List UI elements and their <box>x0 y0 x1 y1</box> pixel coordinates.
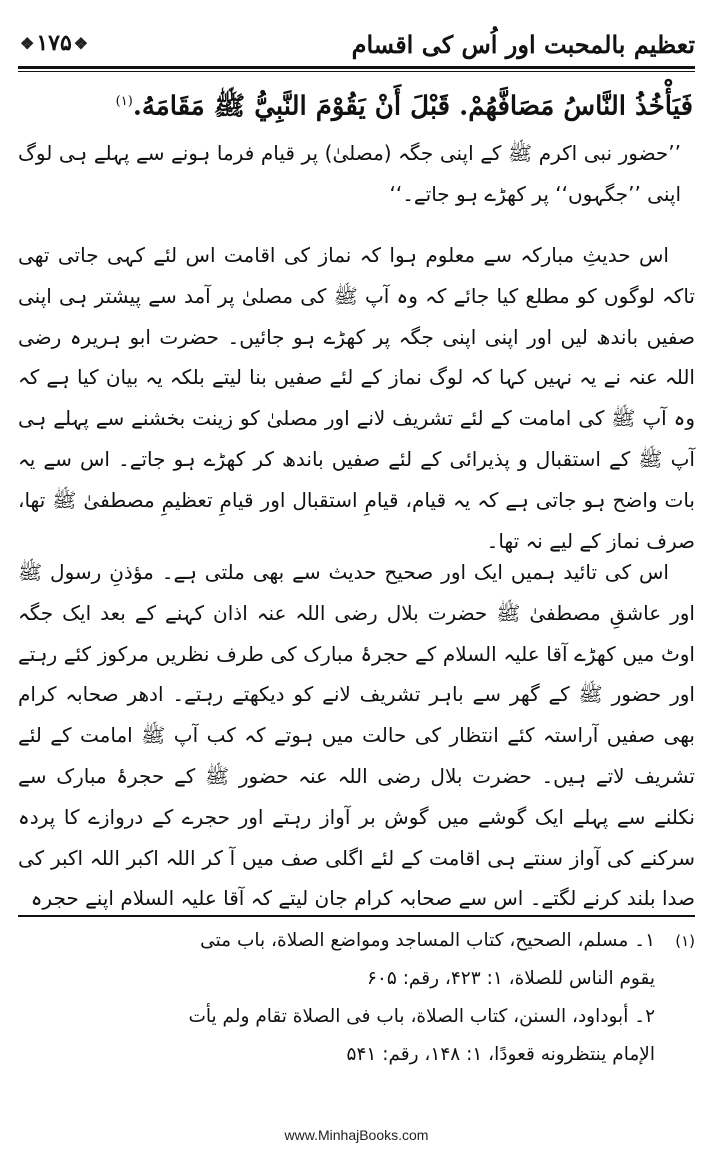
arabic-footnote-ref: (۱) <box>115 94 133 109</box>
footnote-line: الإمام ینتظرونه قعودًا، ۱: ۱۴۸، رقم: ۵۴۱ <box>346 1044 655 1065</box>
body-paragraph: اس کی تائید ہمیں ایک اور صحیح حدیث سے بھی ملتی ہے۔ مؤذنِ رسول ﷺ اور عاشقِ مصطفیٰ ﷺ حضرت بلال رضی اللہ عنہ اذان کہنے کے بعد ایک جگہ اوٹ میں کھڑے آقا علیہ السلام کے حجرۂ مبارک کی طرف نظریں مرکوز کئے رہتے اور حضور ﷺ کے گھر سے باہر تشریف لانے کو دیکھتے رہتے۔ ادھر صحابہ کرام بھی صفیں آراستہ کئے انتظار کی حالت میں ہوتے کہ کب آپ ﷺ امامت کے لئے تشریف لاتے ہیں۔ حضرت بلال رضی اللہ عنہ حضور ﷺ کے حجرۂ مبارک سے نکلنے سے پہلے ایک گوشے میں گوش بر آواز رہتے اور حجرے کے دروازے کا پردہ سرکنے کی آواز سنتے ہی اقامت کے لئے اگلی صف میں آ کر اللہ اکبر اللہ اکبر کی صدا بلند کرنے لگتے۔ اس سے صحابہ کرام جان لیتے کہ آقا علیہ السلام اپنے حجرہ <box>18 560 695 911</box>
footnote-marker: (۱) <box>675 932 695 950</box>
ornament-right-icon: ❖ <box>73 33 89 53</box>
hadith-translation: ’’حضور نبی اکرم ﷺ کے اپنی جگہ (مصلیٰ) پر قیام فرما ہونے سے پہلے ہی لوگ اپنی ’’جگہوں‘‘ پر کھڑے ہو جاتے۔‘‘ <box>18 141 681 206</box>
footer-website-link[interactable]: www.MinhajBooks.com <box>284 1127 429 1143</box>
arabic-text: فَيَأْخُذُ النَّاسُ مَصَافَّهُمْ. قَبْلَ أَنْ يَقُوْمَ النَّبِيُّ ﷺ مَقَامَهُ. <box>132 91 693 122</box>
chapter-title: تعظیم بالمحبت اور اُس کی اقسام <box>351 30 695 59</box>
page-number-badge <box>18 30 90 56</box>
page-header <box>18 28 695 68</box>
footnote-line: یقوم الناس للصلاة، ۱: ۴۲۳، رقم: ۶۰۵ <box>367 968 655 989</box>
page-number: ۱۷۵ <box>36 30 72 56</box>
ornament-left-icon: ❖ <box>20 33 35 53</box>
footnote-line: ۲۔ أبوداود، السنن، کتاب الصلاة، باب فی الصلاة تقام ولم یأت <box>188 1006 655 1027</box>
footnotes <box>50 922 695 1074</box>
arabic-hadith-text <box>40 76 693 133</box>
body-paragraph: اس حدیثِ مبارکہ سے معلوم ہوا کہ نماز کی اقامت اس لئے کہی جاتی تھی تاکہ لوگوں کو مطلع کیا جائے کہ وہ آپ ﷺ کی مصلیٰ پر آمد سے پیشتر ہی اپنی صفیں باندھ لیں اور اپنی اپنی جگہ پر کھڑے ہو جائیں۔ حضرت ابو ہریرہ رضی اللہ عنہ نے یہ نہیں کہا کہ لوگ نماز کے لئے صفیں بنا لیتے بلکہ یہ بیان کیا ہے کہ وہ آپ ﷺ کی امامت کے لئے تشریف لانے اور مصلیٰ کو زینت بخشنے سے پہلے ہی آپ ﷺ کے استقبال و پذیرائی کے لئے صفیں باندھ کر کھڑے ہو جاتے۔ اس سے یہ بات واضح ہو جاتی ہے کہ یہ قیام، قیامِ استقبال اور قیامِ تعظیمِ مصطفیٰ ﷺ تھا، صرف نماز کے لیے نہ تھا۔ <box>18 243 695 553</box>
footnote-divider <box>18 915 695 917</box>
header-rule <box>18 66 695 69</box>
footnote-line: ۱۔ مسلم، الصحیح، کتاب المساجد ومواضع الصلاة، باب متی <box>200 930 655 951</box>
header-rule-thin <box>18 71 695 72</box>
